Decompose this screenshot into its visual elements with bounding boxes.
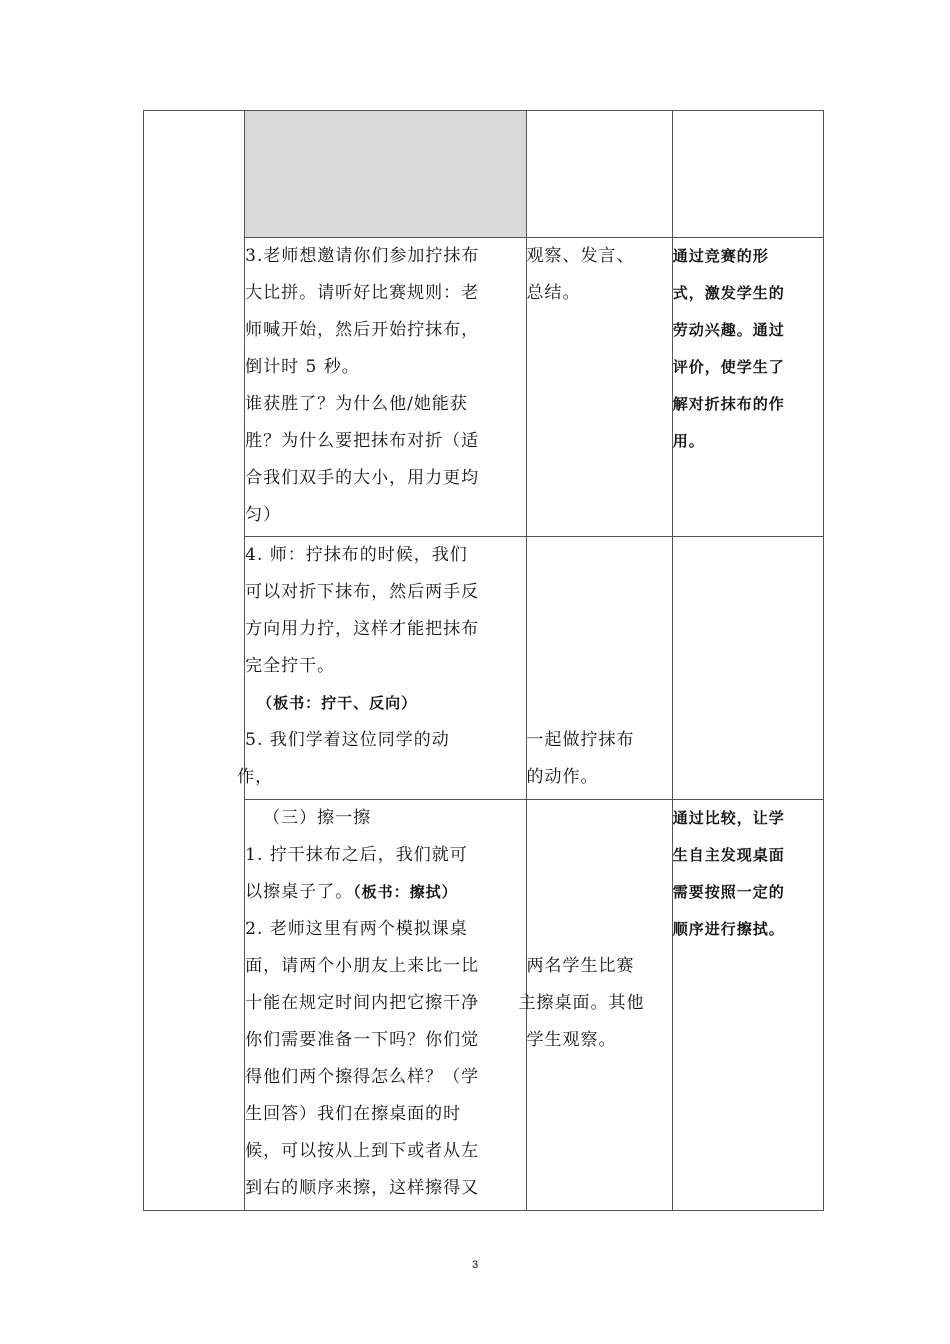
text-line: 式，激发学生的 — [672, 284, 785, 302]
board-note: （板书：擦拭） — [353, 883, 458, 901]
teacher-activity-cell — [245, 238, 526, 537]
text-line: 面，请两个小朋友上来比一比 — [245, 956, 480, 976]
text-line: 2. 老师这里有两个模拟课桌 — [245, 919, 468, 939]
page-number: 3 — [471, 1259, 479, 1271]
board-note: （板书：拧干、反向） — [257, 694, 418, 712]
text-line: 主擦桌面。其他 — [518, 993, 645, 1013]
text-line: 解对折抹布的作 — [672, 395, 785, 413]
text-line: 你们需要准备一下吗？你们觉 — [245, 1030, 480, 1050]
text-line: 十能在规定时间内把它擦干净 — [245, 993, 480, 1013]
text-line: 合我们双手的大小，用力更均 — [245, 468, 480, 488]
text-line: 谁获胜了？为什么他/她能获 — [245, 394, 468, 414]
text-line: 生自主发现桌面 — [672, 846, 785, 864]
shaded-cell — [245, 111, 526, 238]
table-row — [144, 800, 824, 1211]
table-cell — [526, 111, 672, 238]
table-row — [144, 111, 824, 238]
text-fragment: 以擦桌子了。 — [245, 882, 354, 902]
stage-column-cell — [144, 111, 245, 1211]
text-line: 作， — [237, 767, 274, 787]
text-line: 需要按照一定的 — [672, 883, 785, 901]
lesson-plan-table — [143, 110, 824, 1211]
text-line: 大比拼。请听好比赛规则：老 — [245, 283, 480, 303]
student-activity-cell — [518, 800, 672, 1211]
text-line: 匀） — [245, 505, 282, 525]
table-cell — [672, 111, 823, 238]
text-line: 师喊开始，然后开始拧抹布， — [245, 320, 480, 340]
text-line: 可以对折下抹布，然后两手反 — [245, 582, 480, 602]
design-intent-cell — [672, 238, 823, 537]
text-line: 3.老师想邀请你们参加拧抹布 — [245, 246, 480, 266]
text-line — [245, 874, 525, 911]
text-line: 总结。 — [526, 283, 581, 303]
design-intent-cell — [672, 800, 823, 1211]
text-line: 评价，使学生了 — [672, 358, 785, 376]
text-line: 胜？为什么要把抹布对折（适 — [245, 431, 480, 451]
text-line: 完全拧干。 — [245, 656, 336, 676]
table-row — [144, 238, 824, 537]
text-line: 顺序进行擦拭。 — [672, 920, 785, 938]
text-line: 5. 我们学着这位同学的动 — [245, 730, 450, 750]
text-line: 的动作。 — [526, 767, 599, 787]
text-line: 观察、发言、 — [526, 246, 635, 266]
text-line: 到右的顺序来擦，这样擦得又 — [245, 1178, 480, 1198]
teacher-activity-cell — [237, 537, 526, 800]
text-line: 通过比较，让学 — [672, 809, 785, 827]
table-cell — [672, 537, 823, 800]
section-heading: （三）擦一擦 — [263, 808, 372, 828]
text-line: 生回答）我们在擦桌面的时 — [245, 1104, 462, 1124]
text-line: 学生观察。 — [526, 1030, 617, 1050]
text-line: 得他们两个擦得怎么样？（学 — [245, 1067, 480, 1087]
text-line: 劳动兴趣。通过 — [672, 321, 785, 339]
text-line: 用。 — [672, 432, 705, 450]
table-row — [144, 537, 824, 800]
text-line: 1. 拧干抹布之后，我们就可 — [245, 845, 468, 865]
text-line: 候，可以按从上到下或者从左 — [245, 1141, 480, 1161]
text-line: 两名学生比赛 — [526, 956, 635, 976]
text-line: 倒计时 5 秒。 — [245, 357, 360, 377]
text-line: 方向用力拧，这样才能把抹布 — [245, 619, 480, 639]
student-activity-cell — [526, 238, 672, 537]
text-line: 一起做拧抹布 — [526, 730, 635, 750]
teacher-activity-cell — [245, 800, 526, 1211]
text-line: 通过竞赛的形 — [672, 247, 769, 265]
text-line: 4. 师：拧抹布的时候，我们 — [245, 545, 468, 565]
student-activity-cell — [526, 537, 672, 800]
